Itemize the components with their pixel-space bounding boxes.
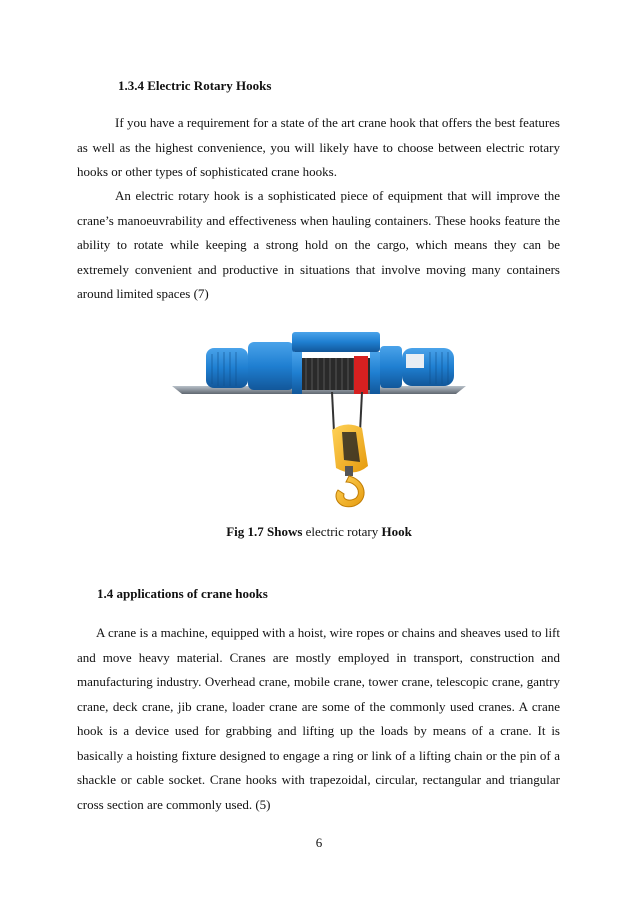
caption-middle: electric rotary — [305, 524, 379, 539]
paragraph-crane-applications — [77, 621, 560, 817]
wire-rope-right — [360, 392, 362, 432]
paragraph-electric-rotary-intro — [77, 111, 560, 185]
paragraph-electric-rotary-description — [77, 184, 560, 307]
rope-guide — [354, 356, 368, 394]
caption-suffix: Hook — [381, 524, 412, 539]
top-frame — [292, 332, 380, 352]
frame-right-plate — [370, 352, 380, 394]
electric-rotary-hook-illustration — [156, 328, 483, 512]
motor-label-plate — [406, 354, 424, 368]
paragraph-text: An electric rotary hook is a sophisticated piece of equipment that will improve the crane’s manoeuvrability and effectiveness when hauling containers. These hooks feature the ability to rotate while keeping a strong hold on the cargo, which means they can be extremely convenient and productive in situations that involve moving many containers around limited spaces (7) — [77, 188, 560, 301]
hook-shank — [345, 466, 353, 476]
section-heading-1-4: 1.4 applications of crane hooks — [97, 586, 268, 601]
figure-caption — [0, 524, 638, 540]
caption-prefix: Fig 1.7 Shows — [226, 524, 303, 539]
crane-hook — [336, 476, 364, 507]
gearbox — [248, 342, 294, 390]
section-heading-1-3-4: 1.3.4 Electric Rotary Hooks — [118, 78, 272, 93]
right-gearbox — [380, 346, 402, 388]
wire-rope-left — [332, 392, 334, 432]
page-number: 6 — [315, 835, 323, 850]
electric-rotary-hook-image — [156, 328, 483, 512]
paragraph-text: If you have a requirement for a state of the art crane hook that offers the best features as well as the highest convenience, you will likely have to choose between electric rotary hooks or other types of sophisticated crane hooks. — [77, 115, 560, 179]
paragraph-text: A crane is a machine, equipped with a hoist, wire ropes or chains and sheaves used to lift and move heavy material. Cranes are mostly employed in transport, construction and manufacturing industry. Overhead crane, mobile crane, tower crane, telescopic crane, gantry crane, deck crane, jib crane, loader crane are some of the commonly used cranes. A crane hook is a device used for grabbing and lifting up the loads by means of a crane. It is basically a hoisting fixture designed to engage a ring or link of a lifting chain or the pin of a shackle or cable socket. Crane hooks with trapezoidal, circular, rectangular and triangular cross section are commonly used. (5) — [77, 625, 560, 812]
frame-left-plate — [292, 352, 302, 394]
